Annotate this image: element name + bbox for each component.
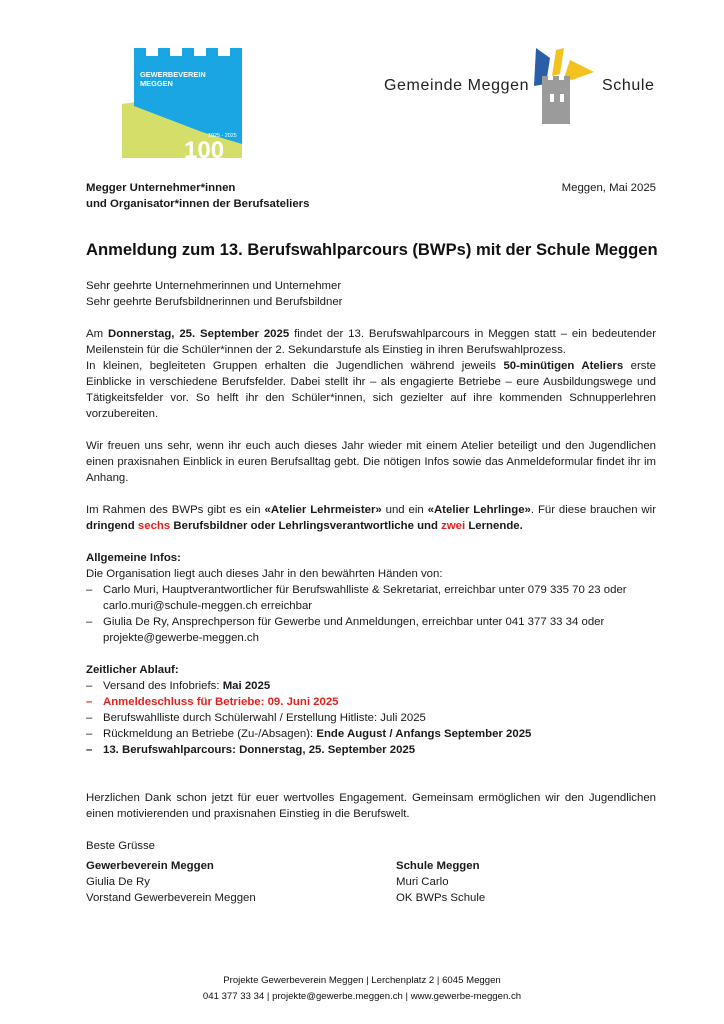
intro-text: findet der 13. Berufswahlparcours in Meggen statt – ein bedeutender Meilenstein für die Schüler*innen der 2. Sekundarstufe als Einstieg in ihren Berufswahlprozess. (86, 328, 656, 356)
timeline-label: Rückmeldung an Betriebe (Zu-/Absagen): (103, 728, 317, 740)
count-six: sechs (137, 520, 171, 532)
paragraph-participation: Wir freuen uns sehr, wenn ihr euch auch dieses Jahr wieder mit einem Atelier beteiligt und den Jugendlichen einen praxisnahen Einblick in euren Berufsalltag gebt. Die nötigen Infos sowie das Anmeldeformular findet ihr im Anhang. (86, 440, 656, 484)
footer-address: Projekte Gewerbeverein Meggen | Lerchenplatz 2 | 6045 Meggen (223, 975, 501, 986)
intro-text: In kleinen, begleiteten Gruppen erhalten die Jugendlichen während jeweils (86, 360, 504, 372)
timeline-value: Ende August / Anfangs September 2025 (316, 728, 532, 740)
gemeinde-emblem-icon (530, 44, 596, 126)
timeline-item: – Berufswahlliste durch Schülerwahl / Erstellung Hitliste: Juli 2025 (86, 710, 656, 726)
intro-text: Am (86, 328, 108, 340)
logo-100: 100 (184, 137, 225, 158)
allgemein-intro: Die Organisation liegt auch dieses Jahr in den bewährten Händen von: (86, 568, 443, 580)
gewerbeverein-logo (122, 46, 244, 158)
letter-title: Anmeldung zum 13. Berufswahlparcours (BWPs) mit der Schule Meggen (86, 240, 658, 259)
contact-list (86, 582, 656, 646)
logo-line2: MEGGEN (140, 79, 173, 88)
atelier-duration: 50-minütigen Ateliers (503, 360, 624, 372)
urgent-word: dringend (86, 520, 135, 532)
contact-item-carlo: – Carlo Muri, Hauptverantwortlicher für Berufswahlliste & Sekretariat, erreichbar unter 079 335 70 23 oder carlo.muri@schule-meggen.ch erreichbar (86, 582, 656, 614)
contact-item-giulia: – Giulia De Ry, Ansprechperson für Gewerbe und Anmeldungen, erreichbar unter 041 377 33 34 oder projekte@gewerbe-meggen.ch (86, 614, 656, 646)
greeting: Beste Grüsse (86, 840, 156, 852)
salutation-line2: Sehr geehrte Berufsbildnerinnen und Berufsbildner (86, 296, 343, 308)
letter-body (86, 278, 656, 870)
signature-role: OK BWPs Schule (396, 892, 486, 904)
signature-name: Muri Carlo (396, 876, 449, 888)
signature-org: Gewerbeverein Meggen (86, 860, 214, 872)
ateliers-text: und ein (381, 504, 428, 516)
allgemein-heading: Allgemeine Infos: (86, 552, 181, 564)
ateliers-need-text: Lernende. (465, 520, 523, 532)
ateliers-text: . Für diese brauchen wir (530, 504, 656, 516)
timeline-item-deadline: – Anmeldeschluss für Betriebe: 09. Juni 2025 (86, 694, 656, 710)
letter-date: Meggen, Mai 2025 (561, 182, 656, 194)
signature-role: Vorstand Gewerbeverein Meggen (86, 892, 256, 904)
closing-paragraph: Herzlichen Dank schon jetzt für euer wertvolles Engagement. Gemeinsam ermöglichen wir den Jugendlichen einen motivierenden und praxisnahen Einstieg in die Berufswelt. (86, 792, 656, 820)
recipient-block (86, 180, 309, 212)
atelier-lehrmeister: «Atelier Lehrmeister» (264, 504, 382, 516)
timeline-item-event: – 13. Berufswahlparcours: Donnerstag, 25. September 2025 (86, 742, 656, 758)
logo-line1: GEWERBEVEREIN (140, 70, 206, 79)
logo-years: 1925 - 2025 (208, 133, 237, 139)
intro-paragraph-1 (86, 326, 656, 358)
signature-schule (396, 858, 485, 906)
timeline-item (86, 678, 656, 694)
signature-name: Giulia De Ry (86, 876, 150, 888)
signature-org: Schule Meggen (396, 860, 480, 872)
gemeinde-schule-logo (384, 44, 656, 128)
atelier-lehrlinge: «Atelier Lehrlinge» (427, 504, 531, 516)
recipient-line2: und Organisator*innen der Berufsateliers (86, 198, 310, 210)
gemeinde-meggen-text: Gemeinde Meggen (384, 77, 530, 94)
intro-paragraph-2 (86, 358, 656, 422)
recipient-line1: Megger Unternehmer*innen (86, 182, 236, 194)
signature-gewerbeverein (86, 858, 256, 906)
salutation-line1: Sehr geehrte Unternehmerinnen und Unternehmer (86, 280, 342, 292)
page-footer (0, 973, 724, 1005)
section-ablauf (86, 662, 656, 758)
section-allgemein (86, 550, 656, 646)
gewerbeverein-logo-graphic (122, 46, 244, 158)
timeline-list (86, 678, 656, 758)
ablauf-heading: Zeitlicher Ablauf: (86, 664, 179, 676)
event-date: Donnerstag, 25. September 2025 (107, 328, 290, 340)
timeline-value: Mai 2025 (222, 680, 271, 692)
ateliers-text: Im Rahmen des BWPs gibt es ein (86, 504, 265, 516)
ateliers-need-text: Berufsbildner oder Lehrlingsverantwortliche und (170, 520, 442, 532)
count-two: zwei (441, 520, 466, 532)
salutation (86, 278, 656, 310)
timeline-label: Versand des Infobriefs: (103, 680, 223, 692)
timeline-item (86, 726, 656, 742)
schule-text: Schule (602, 77, 655, 94)
intro-text: erste Einblicke in verschiedene Berufsfelder. Dabei stellt ihr – als engagierte Betriebe – eure Ausbildungswege und Tätigkeitsfelder vor. So helft ihr den Schüler*innen, sich gezielter auf ihre kommenden Schnupperlehren vorzubereiten. (86, 360, 656, 420)
footer-contact: 041 377 33 34 | projekte@gewerbe.meggen.ch | www.gewerbe-meggen.ch (202, 991, 522, 1002)
paragraph-ateliers (86, 502, 656, 534)
